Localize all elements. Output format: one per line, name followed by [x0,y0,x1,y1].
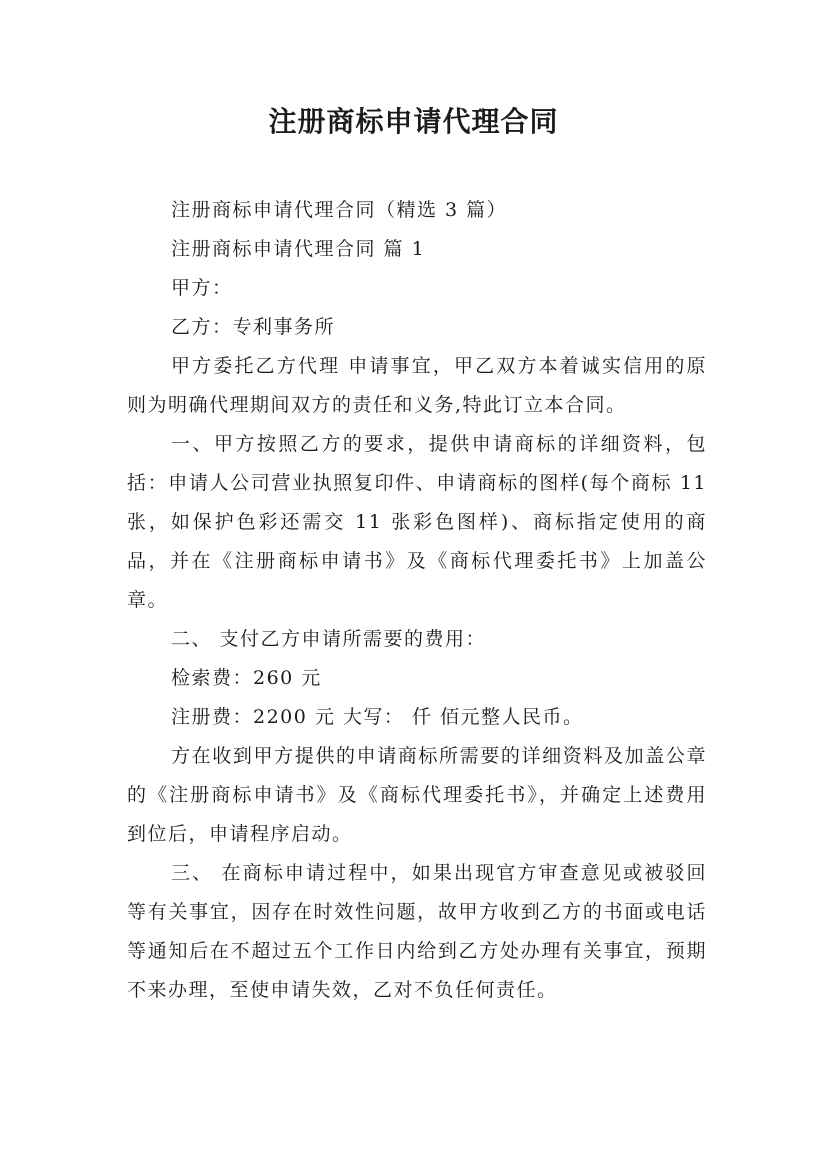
clause-3-paragraph: 三、 在商标申请过程中，如果出现官方审查意见或被驳回等有关事宜，因存在时效性问题，故甲方收到乙方的书面或电话等通知后在不超过五个工作日内给到乙方处办理有关事宜，预期不来办理，至使申请失效，乙对不负任何责任。 [127,862,707,1001]
party-a-line: 甲方： [171,277,233,299]
intro-paragraph: 甲方委托乙方代理 申请事宜，甲乙双方本着诚实信用的原则为明确代理期间双方的责任和义务,特此订立本合同。 [127,355,707,416]
section-heading: 注册商标申请代理合同 篇 1 [171,238,426,260]
subtitle: 注册商标申请代理合同（精选 3 篇） [171,199,508,221]
fee-register-line: 注册费：2200 元 大写： 仟 佰元整人民币。 [171,706,584,728]
document-body [127,191,707,1010]
document-title: 注册商标申请代理合同 [268,105,559,138]
clause-1-paragraph: 一、甲方按照乙方的要求，提供申请商标的详细资料，包括：申请人公司营业执照复印件、申请商标的图样(每个商标 11 张，如保护色彩还需交 11 张彩色图样)、商标指定使用的商品，并在《注册商标申请书》及《商标代理委托书》上加盖公章。 [127,433,707,611]
clause-2-heading: 二、 支付乙方申请所需要的费用： [171,628,487,650]
fee-search-line: 检索费：260 元 [171,667,322,689]
party-b-line: 乙方：专利事务所 [171,316,336,338]
clause-2-note-paragraph: 方在收到甲方提供的申请商标所需要的详细资料及加盖公章的《注册商标申请书》及《商标代理委托书》，并确定上述费用到位后，申请程序启动。 [127,745,707,845]
